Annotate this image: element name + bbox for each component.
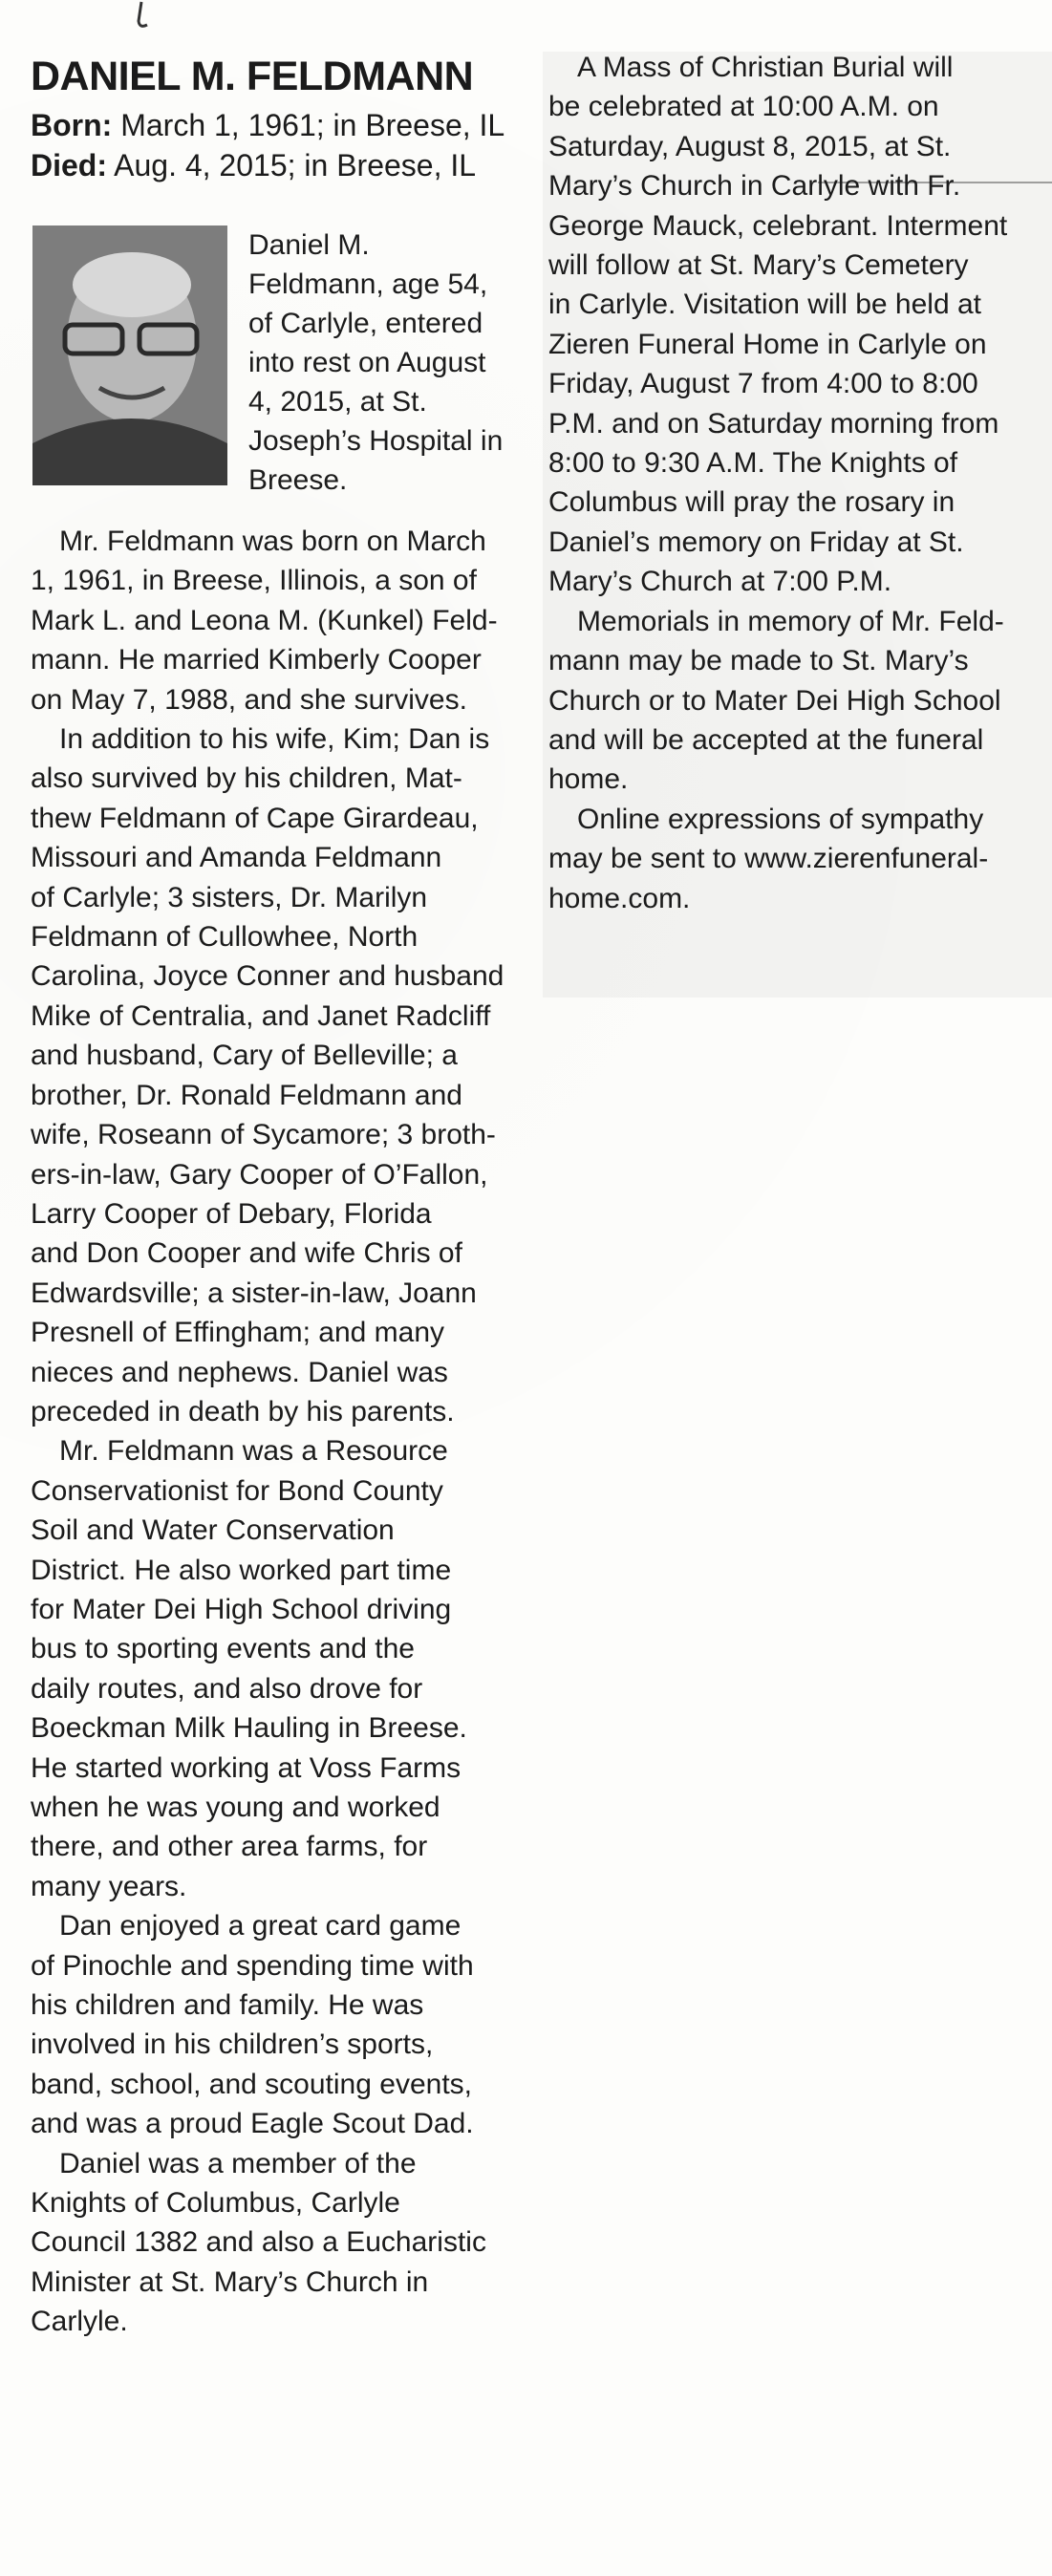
- text-line: and husband, Cary of Belleville; a: [31, 1040, 458, 1072]
- text-line: and will be accepted at the funeral: [548, 723, 984, 756]
- text-line: George Mauck, celebrant. Interment: [548, 209, 1008, 242]
- text-line: into rest on August: [248, 347, 486, 378]
- text-line: Mary’s Church at 7:00 P.M.: [548, 566, 892, 598]
- text-line: Daniel was a member of the: [59, 2147, 417, 2179]
- text-line: nieces and nephews. Daniel was: [31, 1356, 448, 1388]
- text-line: Dan enjoyed a great card game: [59, 1910, 462, 1943]
- text-line: Mr. Feldmann was born on March: [59, 526, 486, 557]
- text-line: his children and family. He was: [31, 1989, 424, 2022]
- text-line: Church or to Mater Dei High School: [548, 684, 1001, 717]
- text-line: Council 1382 and also a Eucharistic: [31, 2226, 486, 2259]
- text-line: 1, 1961, in Breese, Illinois, a son of: [31, 565, 477, 597]
- text-line: Joseph’s Hospital in: [248, 425, 504, 457]
- text-line: District. He also worked part time: [31, 1554, 452, 1586]
- text-line: there, and other area farms, for: [31, 1831, 428, 1863]
- text-line: be celebrated at 10:00 A.M. on: [548, 91, 939, 123]
- text-line: may be sent to www.zierenfuneral-: [548, 843, 989, 875]
- pen-mark-icon: [134, 0, 162, 32]
- text-line: Knights of Columbus, Carlyle: [31, 2187, 400, 2220]
- died-line: [31, 145, 535, 185]
- portrait-silhouette-icon: [32, 225, 227, 485]
- text-line: thew Feldmann of Cape Girardeau,: [31, 802, 479, 834]
- text-line: and Don Cooper and wife Chris of: [31, 1237, 462, 1270]
- text-line: band, school, and scouting events,: [31, 2068, 472, 2100]
- text-line: 8:00 to 9:30 A.M. The Knights of: [548, 447, 958, 480]
- text-line: daily routes, and also drove for: [31, 1672, 423, 1705]
- text-line: Carlyle.: [31, 2306, 128, 2338]
- text-line: when he was young and worked: [31, 1792, 440, 1823]
- text-line: Feldmann of Cullowhee, North: [31, 921, 419, 954]
- text-line: Daniel’s memory on Friday at St.: [548, 526, 964, 558]
- text-line: 4, 2015, at St.: [248, 386, 427, 418]
- text-line: Larry Cooper of Debary, Florida: [31, 1197, 432, 1230]
- text-line: Memorials in memory of Mr. Feld-: [577, 605, 1004, 637]
- right-column: [548, 48, 1052, 918]
- text-line: Feldmann, age 54,: [248, 268, 488, 300]
- text-line: wife, Roseann of Sycamore; 3 broth-: [31, 1119, 496, 1151]
- text-line: P.M. and on Saturday morning from: [548, 407, 999, 440]
- text-line: Mike of Centralia, and Janet Radcliff: [31, 999, 491, 1032]
- text-line: bus to sporting events and the: [31, 1633, 415, 1665]
- text-line: of Carlyle, entered: [248, 308, 483, 339]
- text-line: on May 7, 1988, and she survives.: [31, 683, 467, 716]
- photo-section: [31, 225, 535, 516]
- text-line: preceded in death by his parents.: [31, 1395, 455, 1428]
- text-line: Edwardsville; a sister-in-law, Joann: [31, 1277, 477, 1309]
- obituary-name: DANIEL M. FELDMANN: [31, 54, 474, 99]
- text-line: home.: [548, 763, 629, 796]
- text-line: Friday, August 7 from 4:00 to 8:00: [548, 368, 978, 400]
- text-line: brother, Dr. Ronald Feldmann and: [31, 1079, 462, 1111]
- left-body: [31, 522, 535, 2342]
- text-line: Boeckman Milk Hauling in Breese.: [31, 1712, 467, 1745]
- text-line: He started working at Voss Farms: [31, 1751, 462, 1784]
- text-line: home.com.: [548, 882, 691, 914]
- text-line: mann may be made to St. Mary’s: [548, 645, 969, 677]
- left-column: [31, 48, 535, 2342]
- text-line: Soil and Water Conservation: [31, 1514, 395, 1547]
- born-line: [31, 105, 535, 145]
- text-line: Presnell of Effingham; and many: [31, 1317, 445, 1349]
- text-line: ers-in-law, Gary Cooper of O’Fallon,: [31, 1158, 488, 1191]
- text-line: Mr. Feldmann was a Resource: [59, 1435, 448, 1468]
- died-label: Died:: [31, 148, 107, 182]
- text-line: in Carlyle. Visitation will be held at: [548, 289, 982, 321]
- text-line: Columbus will pray the rosary in: [548, 486, 955, 519]
- text-line: Mary’s Church in Carlyle with Fr.: [548, 170, 961, 203]
- text-line: many years.: [31, 1870, 187, 1902]
- text-line: A Mass of Christian Burial will: [577, 52, 954, 83]
- text-line: involved in his children’s sports,: [31, 2029, 434, 2061]
- text-line: Breese.: [248, 464, 348, 496]
- text-line: In addition to his wife, Kim; Dan is: [59, 723, 490, 756]
- text-line: of Carlyle; 3 sisters, Dr. Marilyn: [31, 881, 428, 913]
- text-line: Daniel M.: [248, 229, 370, 261]
- text-line: Carolina, Joyce Conner and husband: [31, 960, 505, 993]
- text-line: and was a proud Eagle Scout Dad.: [31, 2108, 474, 2140]
- right-body: [548, 48, 1052, 918]
- died-value: Aug. 4, 2015; in Breese, IL: [107, 148, 477, 182]
- text-line: Missouri and Amanda Feldmann: [31, 842, 442, 874]
- text-line: Mark L. and Leona M. (Kunkel) Feld-: [31, 604, 498, 636]
- born-value: March 1, 1961; in Breese, IL: [112, 108, 505, 142]
- text-line: Online expressions of sympathy: [577, 803, 984, 835]
- text-line: for Mater Dei High School driving: [31, 1593, 452, 1625]
- text-line: Minister at St. Mary’s Church in: [31, 2265, 429, 2298]
- text-line: Conservationist for Bond County: [31, 1474, 443, 1507]
- photo-caption: [248, 225, 535, 500]
- text-line: also survived by his children, Mat-: [31, 762, 462, 795]
- text-line: of Pinochle and spending time with: [31, 1949, 474, 1982]
- text-line: Saturday, August 8, 2015, at St.: [548, 130, 952, 162]
- portrait-photo: [32, 225, 227, 485]
- text-line: mann. He married Kimberly Cooper: [31, 644, 482, 676]
- born-label: Born:: [31, 108, 113, 142]
- text-line: Zieren Funeral Home in Carlyle on: [548, 328, 987, 360]
- text-line: will follow at St. Mary’s Cemetery: [548, 249, 969, 282]
